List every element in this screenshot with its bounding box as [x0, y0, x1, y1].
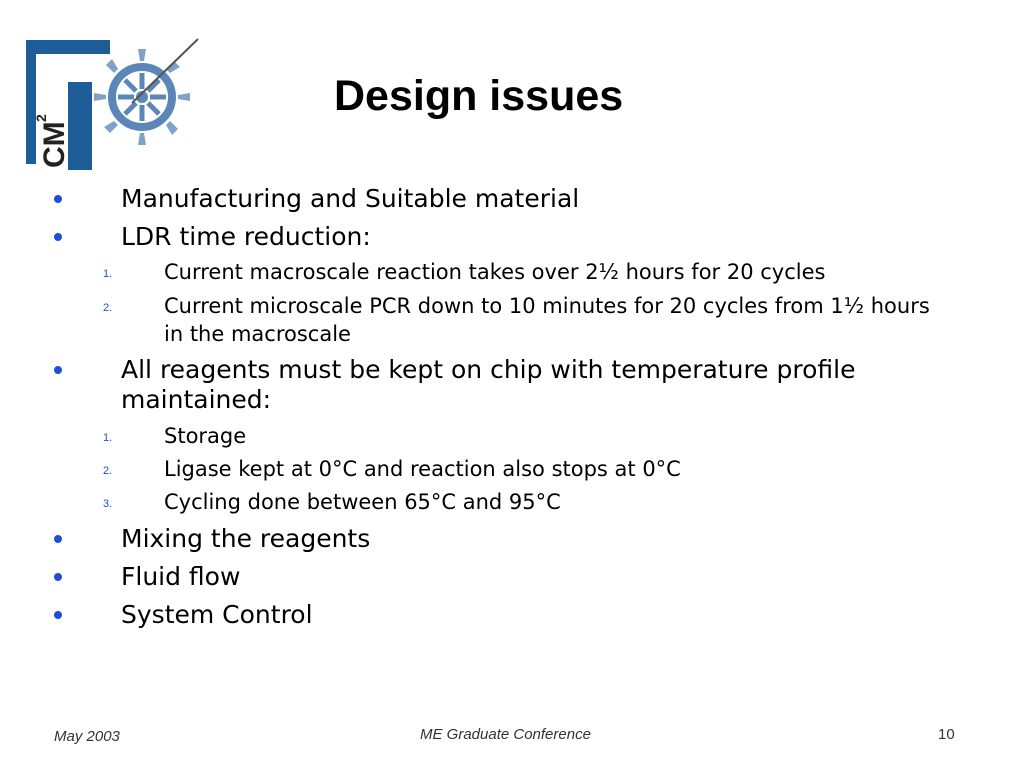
footer-conference: ME Graduate Conference — [420, 726, 591, 743]
bullet-icon — [54, 233, 62, 241]
bullet-text: System Control — [121, 600, 313, 629]
bullet-item — [121, 562, 921, 592]
sub-item-text: Ligase kept at 0°C and reaction also stops at 0°C — [164, 457, 681, 481]
sub-item-number: 2. — [103, 302, 113, 314]
bullet-icon — [54, 195, 62, 203]
bullet-icon — [54, 366, 62, 374]
bullet-item — [121, 184, 921, 214]
sub-item-number: 3. — [103, 498, 113, 510]
sub-item — [103, 422, 944, 450]
cm2-logo — [22, 22, 222, 174]
bullet-icon — [54, 573, 62, 581]
sub-item-text: Storage — [164, 424, 247, 448]
sub-item-text: Cycling done between 65°C and 95°C — [164, 490, 561, 514]
bullet-item — [121, 355, 921, 415]
bullet-icon — [54, 535, 62, 543]
bullet-text: Mixing the reagents — [121, 524, 371, 553]
sub-item-text: Current microscale PCR down to 10 minutes for 20 cycles from 1½ hours in the macroscale — [164, 294, 930, 346]
bullet-text: All reagents must be kept on chip with temperature profile maintained: — [121, 355, 856, 414]
sub-item-text: Current macroscale reaction takes over 2½ hours for 20 cycles — [164, 260, 826, 284]
sub-item-number: 1. — [103, 268, 113, 280]
slide-title: Design issues — [334, 72, 624, 120]
sub-item — [103, 292, 944, 348]
bullet-text: Manufacturing and Suitable material — [121, 184, 580, 213]
page-number: 10 — [938, 726, 955, 743]
sub-item-number: 2. — [103, 465, 113, 477]
bullet-item — [121, 222, 921, 252]
footer-date: May 2003 — [54, 728, 120, 745]
bullet-item — [121, 600, 921, 630]
sub-item — [103, 488, 944, 516]
logo-superscript: 2 — [33, 114, 49, 122]
bullet-text: Fluid flow — [121, 562, 241, 591]
sub-item — [103, 455, 944, 483]
bullet-icon — [54, 611, 62, 619]
bullet-text: LDR time reduction: — [121, 222, 371, 251]
bullet-item — [121, 524, 921, 554]
sub-item — [103, 258, 944, 286]
sub-item-number: 1. — [103, 432, 113, 444]
logo-text: CM — [38, 121, 71, 168]
